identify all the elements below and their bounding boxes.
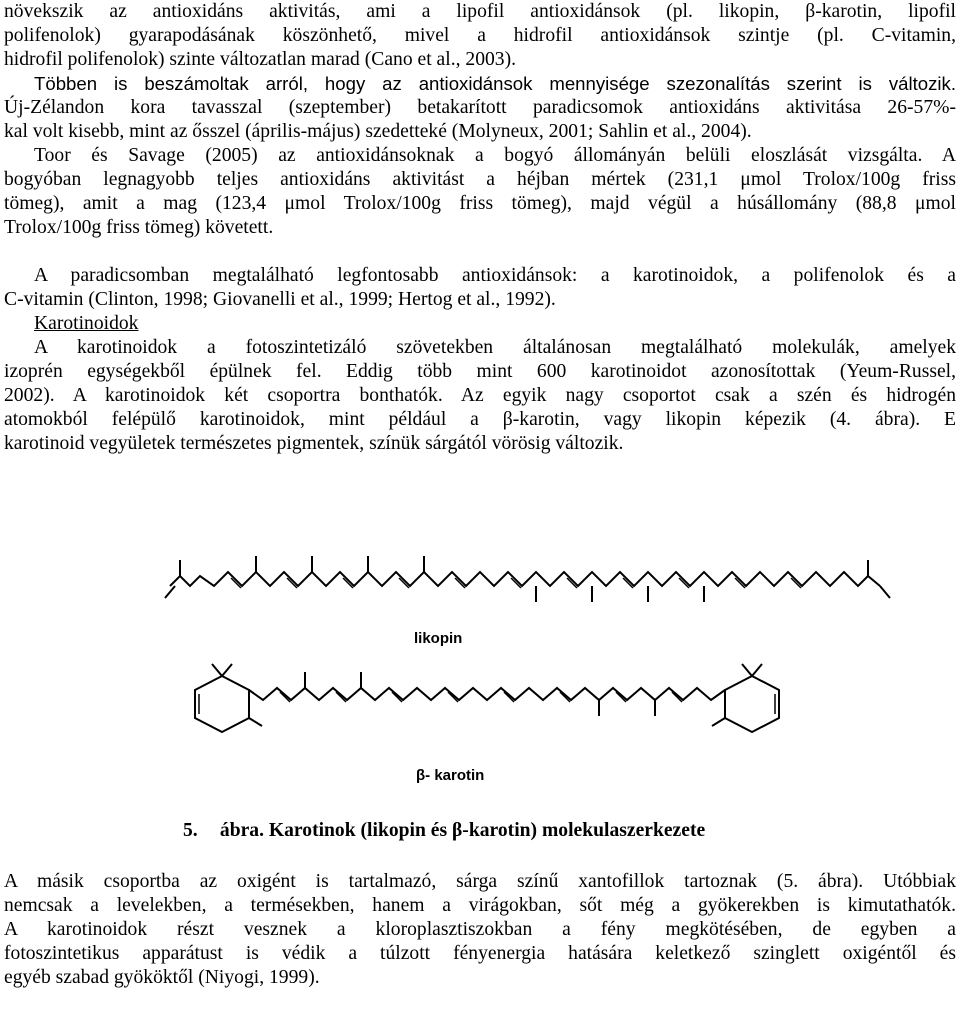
text-line: tömeg), amit a mag (123,4 μmol Trolox/100g friss tömeg), majd végül a húsállomány (88,8 μmol — [4, 193, 956, 214]
text-line: A karotinoidok részt vesznek a kloroplasztiszokban a fény megkötésében, de egyben a — [4, 919, 956, 940]
text-line: polifenolok) gyarapodásának köszönhető, mivel a hidrofil antioxidánsok szintje (pl. C-vitamin, — [4, 25, 956, 46]
text-line: A karotinoidok a fotoszintetizáló szövetekben általánosan megtalálható molekulák, amelyek — [34, 337, 956, 358]
text-line: Trolox/100g friss tömeg) követett. — [4, 217, 274, 238]
text-line: A másik csoportba az oxigént is tartalmazó, sárga színű xantofillok tartoznak (5. ábra). Utóbbiak — [4, 871, 956, 892]
figure-caption-text: ábra. Karotinok (likopin és β-karotin) molekulaszerkezete — [219, 820, 706, 841]
text-line: C-vitamin (Clinton, 1998; Giovanelli et al., 1999; Hertog et al., 1992). — [4, 289, 556, 310]
text-line: fotoszintetikus apparátust is védik a túlzott fényenergia hatására keletkező szinglett oxigéntől és — [4, 943, 956, 964]
text-line: növekszik az antioxidáns aktivitás, ami a lipofil antioxidánsok (pl. likopin, β-karotin, lipofil — [4, 1, 956, 22]
text-line: kal volt kisebb, mint az ősszel (április-május) szedetteké (Molyneux, 2001; Sahlin et al., 2004). — [4, 121, 752, 142]
beta-carotene-double-bonds — [199, 692, 775, 714]
text-line: 2002). A karotinoidok két csoportra bonthatók. Az egyik nagy csoportot csak a szén és hidrogén — [4, 385, 956, 406]
section-heading-text: Karotinoidok — [34, 313, 139, 334]
text-line: A paradicsomban megtalálható legfontosabb antioxidánsok: a karotinoidok, a polifenolok és a — [34, 265, 956, 286]
lycopene-structure — [165, 556, 890, 602]
text-line: egyéb szabad gyököktől (Niyogi, 1999). — [4, 967, 320, 988]
beta-ionone-ring-left — [195, 676, 249, 732]
text-line: bogyóban legnagyobb teljes antioxidáns aktivitást a héjban mértek (231,1 μmol Trolox/100g friss — [4, 169, 956, 190]
figure-caption-number: 5. — [183, 820, 198, 841]
figure-caption — [183, 820, 705, 842]
likopin-label: likopin — [414, 630, 463, 647]
text-line: hidrofil polifenolok) szinte változatlan marad (Cano et al., 2003). — [4, 49, 517, 70]
text-line: izoprén egységekből épülnek fel. Eddig több mint 600 karotinoidot azonosítottak (Yeum-Russel, — [4, 361, 956, 382]
text-line: atomokból felépülő karotinoidok, mint például a β-karotin, vagy likopin képezik (4. ábra). E — [4, 409, 956, 430]
text-line: nemcsak a levelekben, a termésekben, hanem a virágokban, sőt még a gyökerekben is kimutathatók. — [4, 895, 956, 916]
text-line: Többen is beszámoltak arról, hogy az antioxidánsok mennyisége szezonalítás szerint is változik. — [34, 73, 956, 94]
beta-carotene-chain — [249, 688, 725, 700]
beta-carotene-structure — [195, 664, 779, 732]
text-line: Új-Zélandon kora tavasszal (szeptember) betakarított paradicsomok antioxidáns aktivitása 26-57%- — [4, 97, 956, 118]
text-line: karotinoid vegyületek természetes pigmentek, színük sárgától vörösig változik. — [4, 433, 624, 454]
beta-ionone-ring-right — [725, 676, 779, 732]
section-heading — [4, 312, 956, 336]
beta-karotin-label: β- karotin — [416, 767, 485, 784]
text-line: Toor és Savage (2005) az antioxidánsoknak a bogyó állományán belüli eloszlását vizsgálta. A — [34, 145, 956, 166]
lycopene-chain — [170, 572, 880, 586]
lycopene-double-bonds — [231, 578, 801, 588]
